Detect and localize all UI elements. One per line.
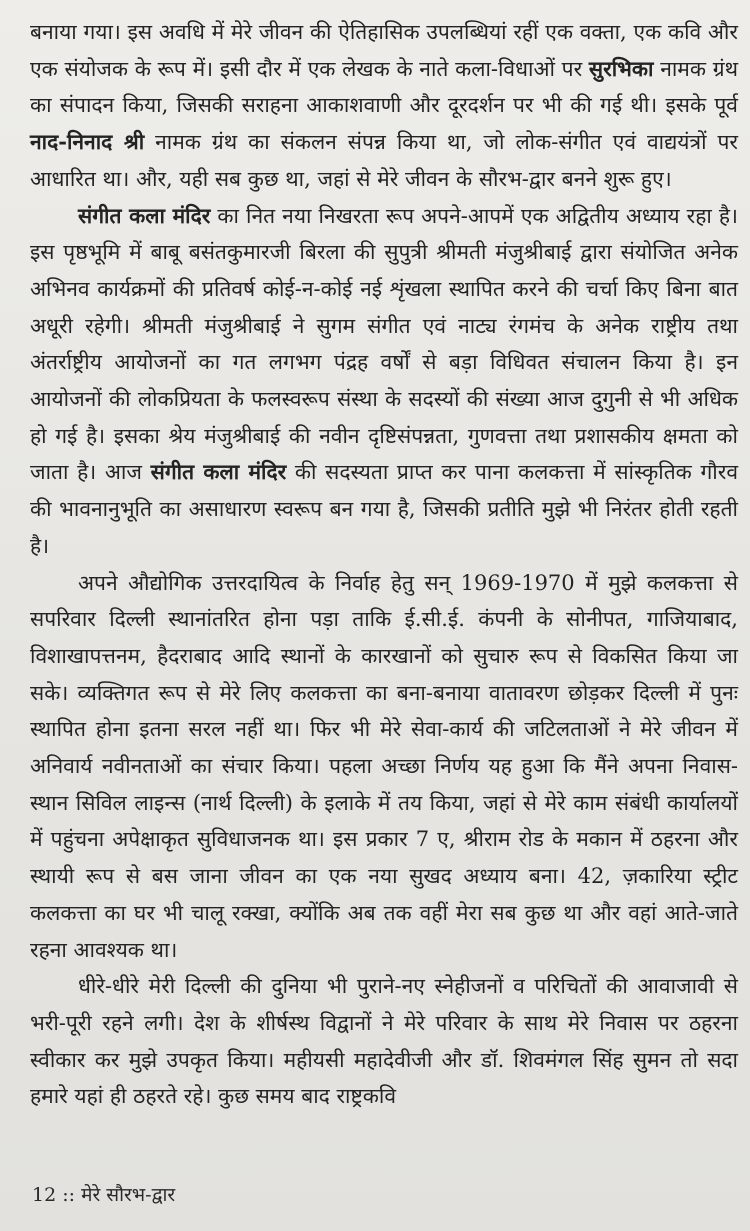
text-run: धीरे-धीरे मेरी दिल्ली की दुनिया भी पुराने-नए स्नेहीजनों व परिचितों की आवाजावी से भरी-पूरी रहने लगी। देश के शीर्षस्थ विद्वानों ने मेरे परिवार के साथ मेरे निवास पर ठहरना स्वीकार कर मुझे उपकृत किया। महीयसी महादेवीजी और डॉ. शिवमंगल सिंह सुमन तो सदा हमारे यहां ही ठहरते रहे। कुछ समय बाद राष्ट्रकवि: [30, 974, 738, 1109]
paragraph: [30, 968, 738, 1115]
text-run: बनाया गया। इस अवधि में मेरे जीवन की ऐतिहासिक उपलब्धियां रहीं एक वक्ता, एक कवि और एक संयोजक के रूप में। इसी दौर में एक लेखक के नाते कला-विधाओं पर: [30, 20, 738, 81]
body-text: [30, 14, 738, 1115]
paragraph: [30, 14, 738, 198]
bold-phrase: संगीत कला मंदिर: [78, 202, 211, 228]
text-run: अपने औद्योगिक उत्तरदायित्व के निर्वाह हेतु सन् 1969-1970 में मुझे कलकत्ता से सपरिवार दिल्ली स्थानांतरित होना पड़ा ताकि ई.सी.ई. कंपनी के सोनीपत, गाजियाबाद, विशाखापत्तनम, हैदराबाद आदि स्थानों के कारखानों को सुचारु रूप से विकसित किया जा सके। व्यक्तिगत रूप से मेरे लिए कलकत्ता का बना-बनाया वातावरण छोड़कर दिल्ली में पुनः स्थापित होना इतना सरल नहीं था। फिर भी मेरे सेवा-कार्य की जटिलताओं ने मेरे जीवन में अनिवार्य नवीनताओं का संचार किया। पहला अच्छा निर्णय यह हुआ कि मैंने अपना निवास-स्थान सिविल लाइन्स (नार्थ दिल्ली) के इलाके में तय किया, जहां से मेरे काम संबंधी कार्यालयों में पहुंचना अपेक्षाकृत सुविधाजनक था। इस प्रकार 7 ए, श्रीराम रोड के मकान में ठहरना और स्थायी रूप से बस जाना जीवन का एक नया सुखद अध्याय बना। 42, ज़कारिया स्ट्रीट कलकत्ता का घर भी चालू रक्खा, क्योंकि अब तक वहीं मेरा सब कुछ था और वहां आते-जाते रहना आवश्यक था।: [30, 570, 738, 962]
bold-phrase: संगीत कला मंदिर: [150, 459, 287, 485]
text-run: नामक ग्रंथ का संकलन संपन्न किया था, जो लोक-संगीत एवं वाद्ययंत्रों पर आधारित था। और, यही सब कुछ था, जहां से मेरे जीवन के सौरभ-द्वार बनने शुरू हुए।: [30, 130, 738, 191]
paragraph: [30, 565, 738, 969]
page-number: 12: [32, 1184, 57, 1206]
text-run: का नित नया निखरता रूप अपने-आपमें एक अद्वितीय अध्याय रहा है। इस पृष्ठभूमि में बाबू बसंतकुमारजी बिरला की सुपुत्री श्रीमती मंजुश्रीबाई द्वारा संयोजित अनेक अभिनव कार्यक्रमों की प्रतिवर्ष कोई-न-कोई नई शृंखला स्थापित करने की चर्चा किए बिना बात अधूरी रहेगी। श्रीमती मंजुश्रीबाई ने सुगम संगीत एवं नाट्य रंगमंच के अनेक राष्ट्रीय तथा अंतर्राष्ट्रीय आयोजनों का गत लगभग पंद्रह वर्षों से बड़ा विधिवत संचालन किया है। इन आयोजनों की लोकप्रियता के फलस्वरूप संस्था के सदस्यों की संख्या आज दुगुनी से भी अधिक हो गई है। इसका श्रेय मंजुश्रीबाई की नवीन दृष्टिसंपन्नता, गुणवत्ता तथा प्रशासकीय क्षमता को जाता है। आज: [30, 203, 738, 485]
text-run: की सदस्यता प्राप्त कर पाना कलकत्ता में सांस्कृतिक गौरव की भावनानुभूति का असाधारण स्वरूप बन गया है, जिसकी प्रतीति मुझे भी निरंतर होती रहती है।: [30, 460, 738, 558]
text-run: नामक ग्रंथ का संपादन किया, जिसकी सराहना आकाशवाणी और दूरदर्शन पर भी की गई थी। इसके पूर्व: [30, 56, 738, 118]
footer-separator: ::: [56, 1184, 82, 1206]
bold-phrase: नाद-निनाद श्री: [30, 129, 145, 155]
book-title: मेरे सौरभ-द्वार: [81, 1184, 176, 1206]
paragraph: [30, 198, 738, 565]
page-footer: [32, 1182, 175, 1208]
bold-phrase: सुरभिका: [588, 55, 654, 81]
